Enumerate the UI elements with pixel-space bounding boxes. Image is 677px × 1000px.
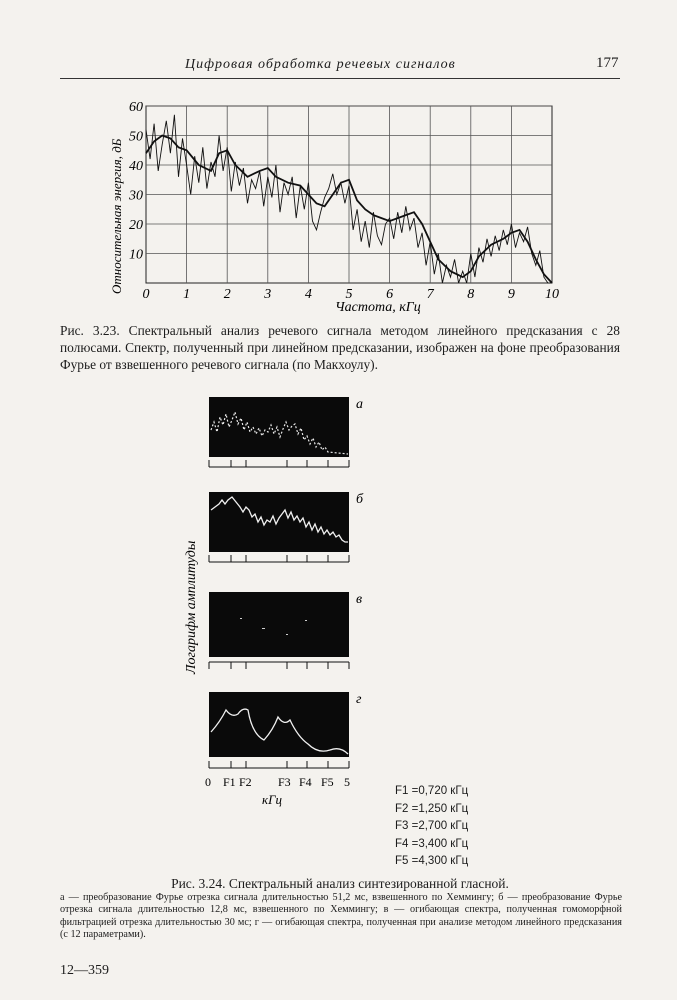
x-label-f2: F2: [239, 775, 252, 789]
x-tick-label: 8: [467, 287, 475, 302]
figure-3-23-chart: [100, 98, 570, 316]
running-header-title: Цифровая обработка речевых сигналов: [185, 57, 456, 72]
printer-signature: 12—359: [60, 963, 109, 978]
x-tick-label: 4: [304, 287, 312, 302]
y-tick-label: 50: [129, 129, 143, 145]
x-label-f3: F3: [278, 775, 291, 789]
x-label-0: 0: [205, 775, 211, 789]
header-rule: [60, 78, 620, 79]
x-tick-label: 6: [386, 287, 394, 302]
x-tick-label: 10: [545, 287, 559, 302]
y-tick-label: 30: [129, 188, 143, 204]
panel-label-b: б: [356, 492, 364, 507]
x-label-f5: F5: [321, 775, 334, 789]
panel-c: [209, 592, 349, 657]
caption-label: Рис. 3.23.: [60, 323, 120, 338]
y-tick-label: 40: [129, 159, 143, 174]
x-tick-label: 2: [223, 287, 231, 302]
formant-f1: F1 =0,720 кГц: [395, 785, 469, 797]
x-tick-label: 0: [142, 287, 150, 302]
y-tick-label: 20: [129, 218, 143, 233]
formant-f2: F2 =1,250 кГц: [395, 802, 469, 815]
y-tick-label: 10: [129, 247, 143, 263]
panel-label-d: г: [356, 692, 362, 707]
y-axis-label: Логарифм амплитуды: [184, 540, 199, 674]
panel-b: [209, 492, 349, 552]
y-tick-labels: [128, 100, 143, 263]
x-label-5: 5: [344, 775, 350, 789]
x-label-f1: F1: [223, 775, 236, 789]
panel-label-a: а: [356, 397, 363, 412]
formant-f5: F5 =4,300 кГц: [395, 855, 469, 867]
figure-3-24-note: а — преобразование Фурье отрезка сигнала длительностью 51,2 мс, взвешенного по Хеммингу; б — преобразование Фурье отрезка сигнала длительностью 12,8 мс, взвешенного по Хеммингу; в — огибающая спектра, полученная гомоморфной фильтрацией отрезка длительностью 30 мс; г — огибающая спектра, полученная при анализе методом линейного предсказания (с 12 параметрами).: [60, 892, 622, 940]
x-unit: кГц: [262, 792, 282, 807]
x-label-f4: F4: [299, 775, 312, 789]
page-number: 177: [596, 55, 619, 71]
panel-label-c: в: [356, 592, 363, 607]
figure-3-24-caption: Рис. 3.24. Спектральный анализ синтезированной гласной.: [171, 876, 509, 891]
x-axis-label: Частота, кГц: [335, 300, 421, 315]
formant-list: [395, 783, 468, 871]
y-tick-label: 60: [129, 100, 143, 115]
figure-3-23-caption: [60, 322, 620, 373]
panel-d: [209, 692, 349, 757]
figure-3-24: [180, 392, 380, 812]
x-tick-label: 3: [264, 287, 272, 302]
x-tick-label: 9: [507, 287, 515, 302]
x-tick-label: 7: [426, 287, 434, 302]
x-tick-label: 1: [183, 287, 191, 302]
y-axis-label: Относительная энергия, дБ: [109, 138, 124, 294]
x-tick-label: 5: [345, 287, 353, 302]
panel-a: [209, 397, 349, 457]
formant-f3: F3 =2,700 кГц: [395, 820, 469, 832]
caption-text: Спектральный анализ речевого сигнала методом линейного предсказания с 28 полюсами. Спектр, полученный при линейном предсказании, изображен на фоне преобразования Фурье от взвешенного речевого сигнала (по Макхоулу).: [60, 323, 620, 372]
formant-f4: F4 =3,400 кГц: [395, 837, 469, 850]
